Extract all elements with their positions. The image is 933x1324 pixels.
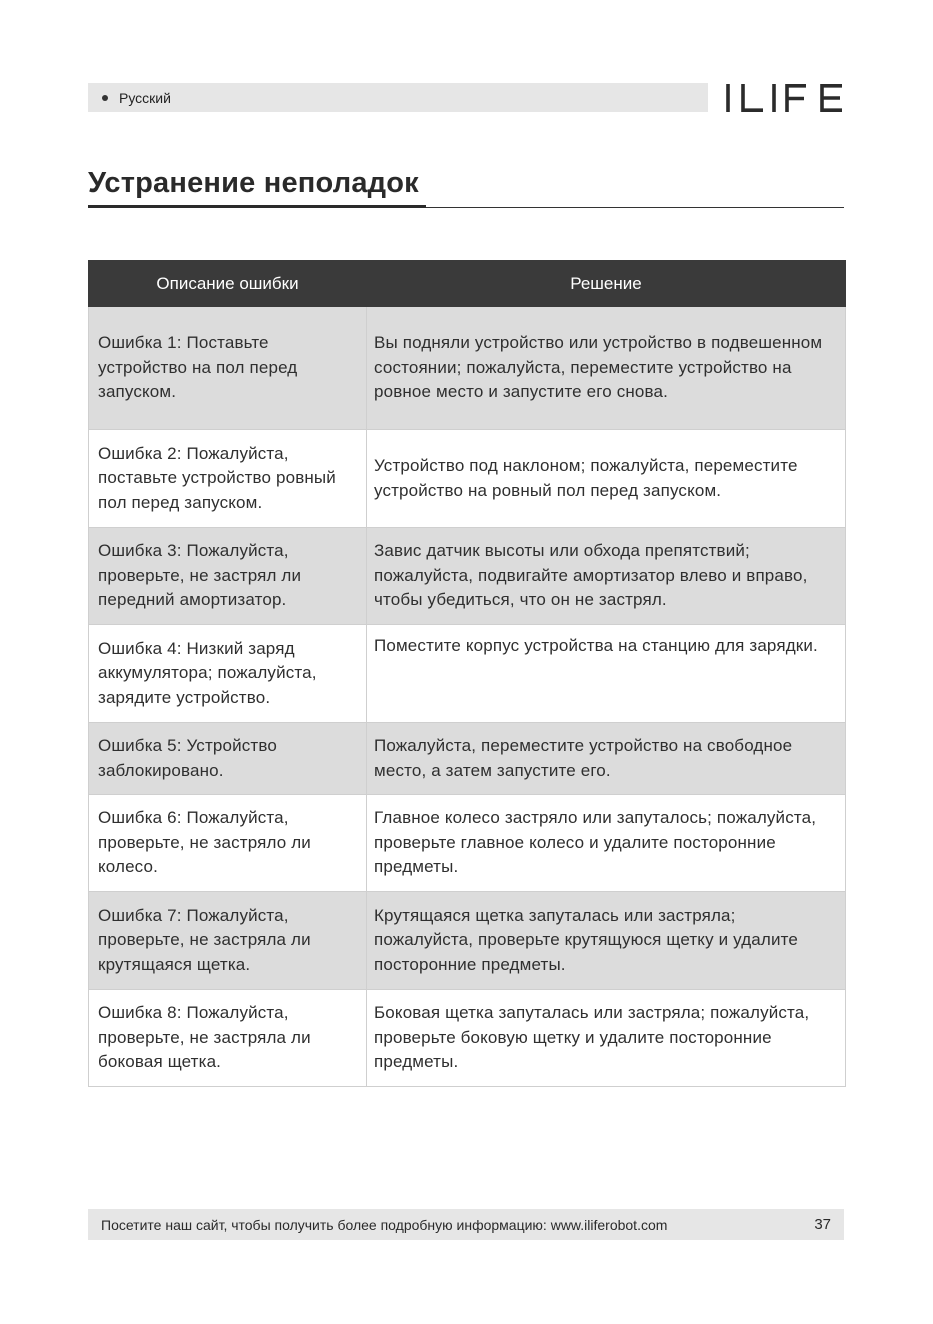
error-description: Ошибка 3: Пожалуйста, проверьте, не застрял ли передний амортизатор. [89, 528, 367, 625]
title-underline-accent [88, 205, 426, 208]
error-solution: Устройство под наклоном; пожалуйста, переместите устройство на ровный пол перед запуском. [367, 430, 846, 528]
table-row [89, 625, 846, 723]
error-solution: Пожалуйста, переместите устройство на свободное место, а затем запустите его. [367, 723, 846, 795]
language-bar [88, 83, 708, 112]
column-header-solution: Решение [367, 261, 846, 307]
table-row [89, 307, 846, 430]
error-solution: Крутящаяся щетка запуталась или застряла; пожалуйста, проверьте крутящуюся щетку и удалите посторонние предметы. [367, 892, 846, 990]
error-solution: Вы подняли устройство или устройство в подвешенном состоянии; пожалуйста, переместите устройство на ровное место и запустите его снова. [367, 307, 846, 430]
footer-bar [88, 1209, 844, 1240]
error-description: Ошибка 2: Пожалуйста, поставьте устройство ровный пол перед запуском. [89, 430, 367, 528]
error-description: Ошибка 5: Устройство заблокировано. [89, 723, 367, 795]
table-row [89, 430, 846, 528]
troubleshooting-table [88, 260, 846, 1087]
error-solution: Завис датчик высоты или обхода препятствий; пожалуйста, подвигайте амортизатор влево и вправо, чтобы убедиться, что он не застрял. [367, 528, 846, 625]
website-note: Посетите наш сайт, чтобы получить более подробную информацию: www.iliferobot.com [101, 1217, 668, 1233]
error-description: Ошибка 7: Пожалуйста, проверьте, не застряла ли крутящаяся щетка. [89, 892, 367, 990]
table-header-row [89, 261, 846, 307]
error-solution: Поместите корпус устройства на станцию для зарядки. [367, 625, 846, 723]
error-description: Ошибка 4: Низкий заряд аккумулятора; пожалуйста, зарядите устройство. [89, 625, 367, 723]
table-row [89, 723, 846, 795]
table-row [89, 892, 846, 990]
bullet-icon [102, 95, 108, 101]
error-description: Ошибка 8: Пожалуйста, проверьте, не застряла ли боковая щетка. [89, 990, 367, 1087]
language-label: Русский [119, 90, 171, 106]
error-solution: Боковая щетка запуталась или застряла; пожалуйста, проверьте боковую щетку и удалите посторонние предметы. [367, 990, 846, 1087]
error-description: Ошибка 1: Поставьте устройство на пол перед запуском. [89, 307, 367, 430]
table-row [89, 990, 846, 1087]
column-header-error: Описание ошибки [89, 261, 367, 307]
error-description: Ошибка 6: Пожалуйста, проверьте, не застряло ли колесо. [89, 795, 367, 892]
page-number: 37 [814, 1216, 831, 1233]
ilife-logo [724, 80, 844, 116]
error-solution: Главное колесо застряло или запуталось; пожалуйста, проверьте главное колесо и удалите посторонние предметы. [367, 795, 846, 892]
table-row [89, 528, 846, 625]
table-row [89, 795, 846, 892]
page-title: Устранение неполадок [88, 167, 419, 199]
